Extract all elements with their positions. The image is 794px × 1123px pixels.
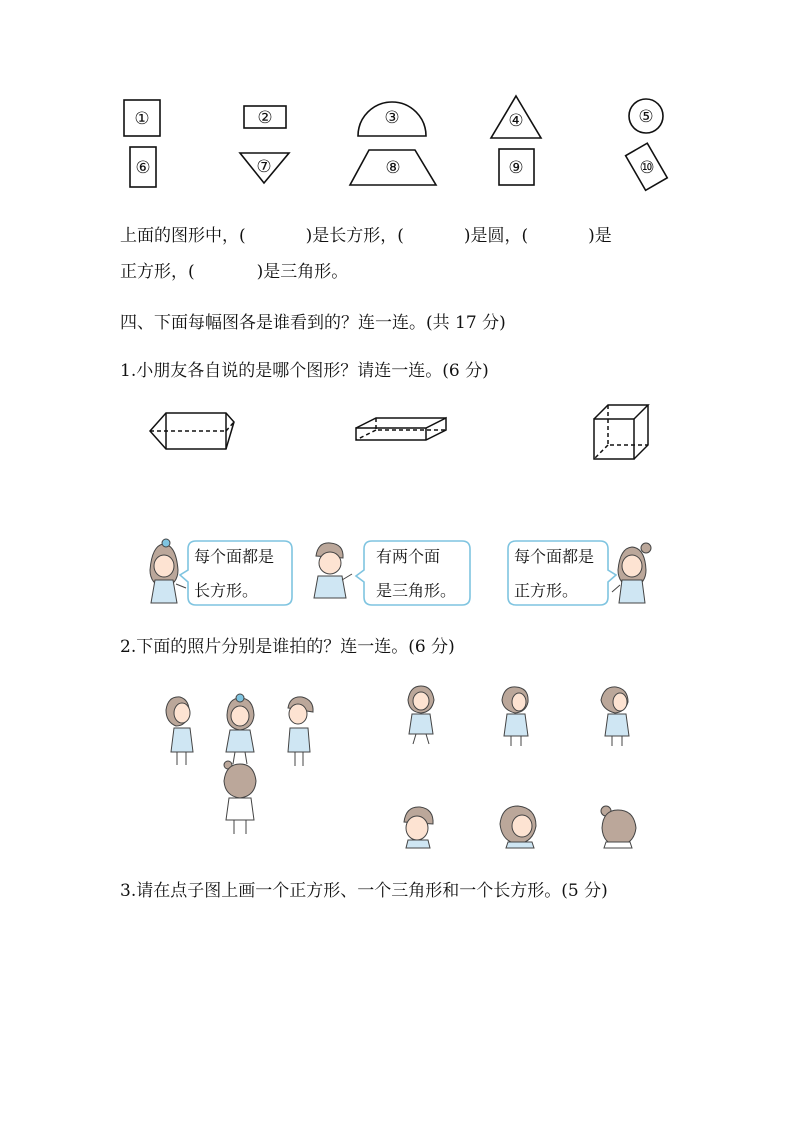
- photo-4: [404, 807, 433, 848]
- shape-label-5: ⑤: [638, 107, 654, 127]
- shapes-question-line-2: [120, 257, 348, 282]
- shape-label-10: ⑩: [639, 158, 655, 178]
- photo-2: [502, 687, 528, 746]
- photo-1: [408, 686, 434, 744]
- shape-label-8: ⑧: [385, 158, 401, 178]
- bubble-1-line-1: 每个面都是: [194, 547, 275, 566]
- child-front-middle: [226, 694, 254, 764]
- photos: [404, 686, 636, 848]
- photo-3: [601, 687, 629, 746]
- shapes-question-line-1: [120, 221, 612, 246]
- shape-label-3: ③: [384, 108, 400, 128]
- flat-cuboid: [356, 418, 446, 440]
- child-side-right: [288, 697, 313, 766]
- solid-figures: [150, 405, 648, 459]
- q3-title: 3.请在点子图上画一个正方形、一个三角形和一个长方形。(5 分): [120, 881, 608, 901]
- child-girl-left: [150, 539, 186, 603]
- cube: [594, 405, 648, 459]
- child-girl-right: [612, 543, 651, 603]
- shape-label-6: ⑥: [135, 158, 151, 178]
- bubble-3-line-1: 每个面都是: [514, 547, 595, 566]
- bubble-1-text: [194, 540, 274, 608]
- shape-label-9: ⑨: [508, 158, 524, 178]
- question-text: )是: [588, 226, 612, 246]
- bubble-2-line-1: 有两个面: [376, 547, 441, 566]
- question-text: 正方形，(: [120, 262, 195, 282]
- bubble-2-line-2: 是三角形。: [376, 581, 457, 600]
- bubble-3-line-2: 正方形。: [514, 581, 579, 600]
- shape-label-2: ②: [257, 108, 273, 128]
- question-text: 上面的图形中，(: [120, 226, 246, 246]
- triangular-prism: [150, 413, 234, 449]
- photo-6: [601, 806, 636, 848]
- shape-label-7: ⑦: [256, 157, 272, 177]
- child-side-left: [166, 697, 193, 765]
- q1-title: 1.小朋友各自说的是哪个图形？请连一连。(6 分): [120, 361, 489, 381]
- q2-title: 2.下面的照片分别是谁拍的？连一连。(6 分): [120, 637, 455, 657]
- shape-label-1: ①: [134, 109, 150, 129]
- question-text: )是三角形。: [256, 262, 349, 282]
- children-group: [166, 694, 313, 834]
- child-boy-middle: [314, 543, 352, 598]
- section-4-heading: 四、下面每幅图各是谁看到的？连一连。(共 17 分): [120, 313, 506, 333]
- question-text: )是长方形，(: [305, 226, 404, 246]
- bubble-2-text: [376, 540, 456, 608]
- child-back-bottom: [224, 761, 256, 834]
- bubble-1-line-2: 长方形。: [194, 581, 259, 600]
- bubble-3-text: [514, 540, 594, 608]
- question-text: )是圆，(: [463, 226, 529, 246]
- shape-label-4: ④: [508, 111, 524, 131]
- photo-5: [500, 806, 536, 848]
